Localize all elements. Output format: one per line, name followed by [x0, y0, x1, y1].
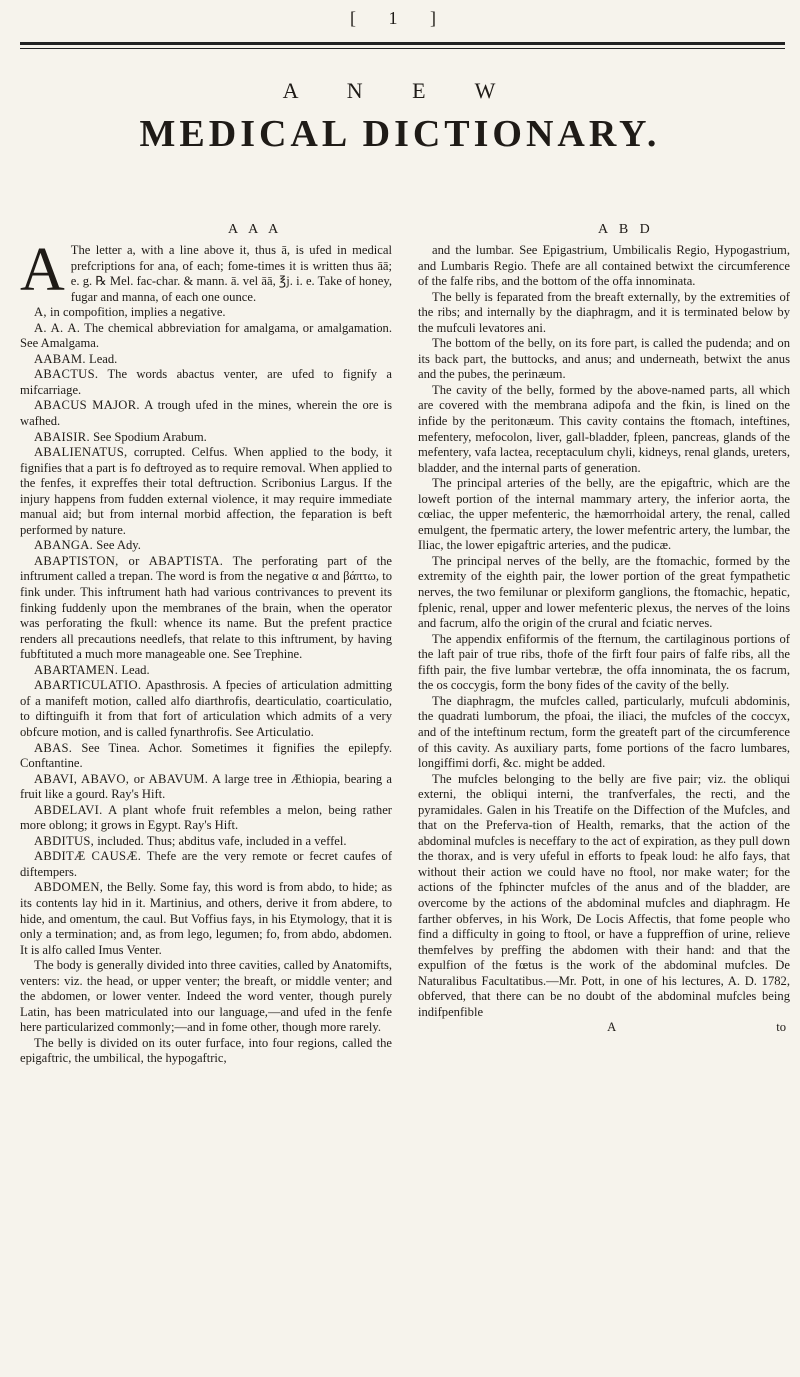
headword: A. A. A. [34, 320, 81, 335]
entry-text: The mufcles belonging to the belly are five pair; viz. the obliqui externi, the obliqui interni, the tranfverfales, the recti, and the pyramidales. Galen in his Treatife on the Diffection of the Mufcles, and that on the Preferva-tion of Health, remarks, that the action of the abdominal mufcles is neceffary to the act of expiration, as they pull down the thorax, and is very ufeful in efforts to fpeak loud: he alfo fays, that without their action we could have no ftool, nor make water; for the actions of the fphincter mufcles of the anus and of the bladder, are overcome by the actions of the abdominal mufcles and diaphragm. He farther obferves, in his Work, De Locis Affectis, that fome people who find a difficulty in going to ftool, or have a fuppreffion of urine, relieve themfelves by preffing the abdomen with their hand: and that the expulfion of the fœtus is the work of the abdominal mufcles. De Naturalibus Facultatibus.—Mr. Pott, in one of his lectures, A. D. 1782, obferved, that there can be no doubt of the abdominal mufcles being indifpenfible [418, 771, 790, 1019]
headword: ABAS. [34, 740, 73, 755]
entry-text: Apasthrosis. A fpecies of articulation admitting of a manifeft motion, called alfo diarthrofis, dearticulatio, coarticulatio, to diftinguifh it from that fort of articulation which admits of a very obfcure motion, and is called fynarthrofis. See Articulatio. [20, 678, 392, 739]
headword: ABAVI, ABAVO, or ABAVUM. [34, 771, 209, 786]
dictionary-entry [20, 772, 392, 803]
dictionary-entry [20, 367, 392, 398]
entry-text: Thefe are the very remote or fecret caufes of diftempers. [20, 849, 392, 879]
dictionary-entry [20, 321, 392, 352]
entry-text: The bottom of the belly, on its fore part, is called the pudenda; and on its back part, the buttocks, and anus; and underneath, betwixt the anus and the pubes, the perinæum. [418, 336, 790, 382]
dictionary-entry [20, 538, 392, 554]
dictionary-entry [20, 1036, 392, 1067]
dictionary-entry [418, 632, 790, 694]
entry-text: A large tree in Æthiopia, bearing a fruit like a gourd. Ray's Hift. [20, 771, 392, 802]
dictionary-entry [20, 849, 392, 880]
dictionary-entry [20, 741, 392, 772]
dictionary-entry [20, 445, 392, 538]
dictionary-entry [418, 694, 790, 772]
headword: ABAISIR. [34, 429, 90, 444]
entry-text: The appendix enfiformis of the fternum, the cartilaginous portions of the laft pair of true ribs, thofe of the firft four pairs of falfe ribs, all the fifth pair, the five lumbar vertebræ, the offa innominata, the os facrum, the os coccygis, form the bony fides of the cavity of the belly. [418, 631, 790, 693]
column-head-right: A B D [598, 222, 654, 237]
entry-text: included. Thus; abditus vafe, included in a veffel. [97, 833, 347, 848]
entry-text: The perforating part of the inftrument called a trepan. The word is from the negative α and βάπτω, to fink under. This inftrument hath had various contrivances to prevent its finking fuddenly upon the membranes of the brain, when the operator was perforating the fkull: whence its name. But the prefent practice renders all precautions needlefs, that relate to this inftrument, by having fubftituted a much more manageable one. See Trephine. [20, 553, 392, 662]
dictionary-entry [20, 678, 392, 740]
headword: AABAM. [34, 351, 86, 366]
headword: ABDITÆ CAUSÆ. [34, 849, 142, 864]
dictionary-entry [20, 834, 392, 850]
dictionary-entry [418, 476, 790, 554]
headword: ABARTAMEN. [34, 662, 119, 677]
catchword: to [776, 1020, 786, 1035]
right-column [418, 243, 790, 1368]
entry-text: The belly is divided on its outer furface, into four regions, called the epigaftric, the umbilical, the hypogaftric, [20, 1035, 392, 1066]
entry-text: The belly is feparated from the breaft externally, by the extremities of the ribs; and internally by the diaphragm, and it is terminated below by the mufculi levatores ani. [418, 289, 790, 335]
headword: ABDOMEN, [34, 880, 104, 895]
entry-text: The words abactus venter, are ufed to fignify a mifcarriage. [20, 367, 392, 397]
dictionary-entry [20, 430, 392, 446]
left-column [20, 243, 392, 1368]
signature-mark: A [607, 1020, 617, 1035]
entry-text: the Belly. Some fay, this word is from abdo, to hide; as its contents lay hid in it. Martinius, and others, derive it from abdere, to hide, and omentum, the caul. But Voffius fays, in his Etymology, that it is only a termination; and, as from lego, legumen; fo, from abdo, abdomen. It is alfo called Imus Venter. [20, 880, 392, 957]
entry-text: The principal arteries of the belly, are the epigaftric, which are the loweft portion of the internal mammary artery, the inferior aorta, the cœliac, the upper mefenteric, the hæmorrhoidal artery, the renal, called emulgent, the fpermatic artery, the lower mefentric artery, the lumbar, the Iliac, the lower epigaftric arteries, and the pudicæ. [418, 476, 790, 553]
dictionary-entry [20, 243, 392, 305]
headword: ABAPTISTON, or ABAPTISTA. [34, 553, 224, 568]
entry-text: Lead. [89, 351, 118, 366]
title-line-2: MEDICAL DICTIONARY. [139, 113, 661, 155]
entry-text: The cavity of the belly, formed by the above-named parts, all which are covered with the membrana adipofa and the fkin, is lined on the infide by the peritonæum. This cavity contains the ftomach, inteftines, mefentery, mefocolon, liver, gall-bladder, fpleen, pancreas, glands of the mefentery, vafa lactea, receptaculum chyli, kidneys, renal glands, ureters, bladder, and the internal parts of generation. [418, 382, 790, 475]
headword: ABALIENATUS, [34, 445, 128, 460]
headword: ABACUS MAJOR. [34, 398, 140, 413]
entry-text: The chemical abbreviation for amalgama, or amalgamation. See Amalgama. [20, 320, 392, 351]
entry-text: See Tinea. Achor. Sometimes it fignifies the epilepfy. Conftantine. [20, 740, 392, 771]
entry-text: in compofition, implies a negative. [50, 305, 226, 320]
dictionary-entry [418, 383, 790, 476]
entry-text: The body is generally divided into three cavities, called by Anatomifts, venters: viz. the head, or upper venter; the breaft, or middle venter; and the abdomen, or lower venter. Indeed the word venter, though purely Latin, has been matriculated into our language,—and ufed in the fenfe here particularized commonly;—and in fome other, though more rarely. [20, 958, 392, 1035]
header-rule [20, 42, 785, 45]
headword: ABDELAVI. [34, 802, 103, 817]
dictionary-entry [418, 336, 790, 383]
entry-text: Lead. [121, 662, 150, 677]
dictionary-entry [418, 772, 790, 1021]
entry-text: The letter a, with a line above it, thus ā, is ufed in medical prefcriptions for ana, of each; fome-times it is written thus āā; e. g. ℞ Mel. fac-char. & mann. ā. vel āā, ℥j. i. e. Take of honey, fugar and manna, of each one ounce. [70, 243, 392, 304]
header-rule-thin [20, 48, 785, 49]
title-line-1: A N E W [282, 78, 518, 103]
dictionary-entry [418, 290, 790, 337]
dictionary-entry [20, 398, 392, 429]
dictionary-entry [20, 803, 392, 834]
dictionary-entry [20, 880, 392, 958]
entry-text: and the lumbar. See Epigastrium, Umbilicalis Regio, Hypogastrium, and Lumbaris Regio. Thefe are all contained betwixt the circumference of the falfe ribs, and the bottom of the offa innominata. [418, 243, 790, 289]
entry-text: See Ady. [96, 538, 141, 553]
dictionary-entry [20, 663, 392, 679]
headword: ABANGA. [34, 538, 94, 553]
entry-text: A trough ufed in the mines, wherein the ore is wafhed. [20, 398, 392, 429]
dictionary-entry [20, 958, 392, 1036]
dictionary-entry [418, 243, 790, 290]
dictionary-entry [20, 554, 392, 663]
dictionary-entry [20, 352, 392, 368]
column-head-left: A A A [228, 222, 283, 237]
headword: ABDITUS, [34, 833, 95, 848]
headword: ABACTUS. [34, 367, 99, 382]
entry-text: The diaphragm, the mufcles called, particularly, mufculi abdominis, the quadrati lumborum, the pfoai, the iliaci, the mufcles of the coccyx, and of the inteftinum rectum, form the greateft part of the circumference of this cavity. As auxiliary parts, fome portions of the facro lumbares, longiffimi dorfi, &c. might be added. [418, 693, 790, 771]
entry-text: See Spodium Arabum. [93, 429, 207, 444]
headword: ABARTICULATIO. [34, 678, 142, 693]
headword: A, [34, 305, 47, 320]
entry-text: The principal nerves of the belly, are the ftomachic, formed by the extremity of the eighth pair, the lower portion of the great fympathetic nerves, the two femilunar or plexiform ganglions, the ftomachic, hepatic, fplenic, renal, upper and lower mefenteric plexus, the nerves of the loins and facrum, alfo the origin of the crural and fciatic nerves. [418, 553, 790, 631]
catchword-line [418, 1020, 790, 1036]
entry-text: corrupted. Celfus. When applied to the body, it fignifies that a part is fo deftroyed as to require removal. When applied to the fenfes, it expreffes their total deftruction. Scribonius Largus. If the injury happens from fudden external violence, it may require immediate manual aid; but from internal morbid affection, the feparation is beft performed by nature. [20, 445, 392, 537]
dictionary-entry [418, 554, 790, 632]
page-number: [ 1 ] [350, 8, 450, 28]
dictionary-entry [20, 305, 392, 321]
drop-cap: A [20, 243, 65, 304]
entry-text: A plant whofe fruit refembles a melon, being rather more oblong; it grows in Egypt. Ray's Hift. [20, 802, 392, 833]
